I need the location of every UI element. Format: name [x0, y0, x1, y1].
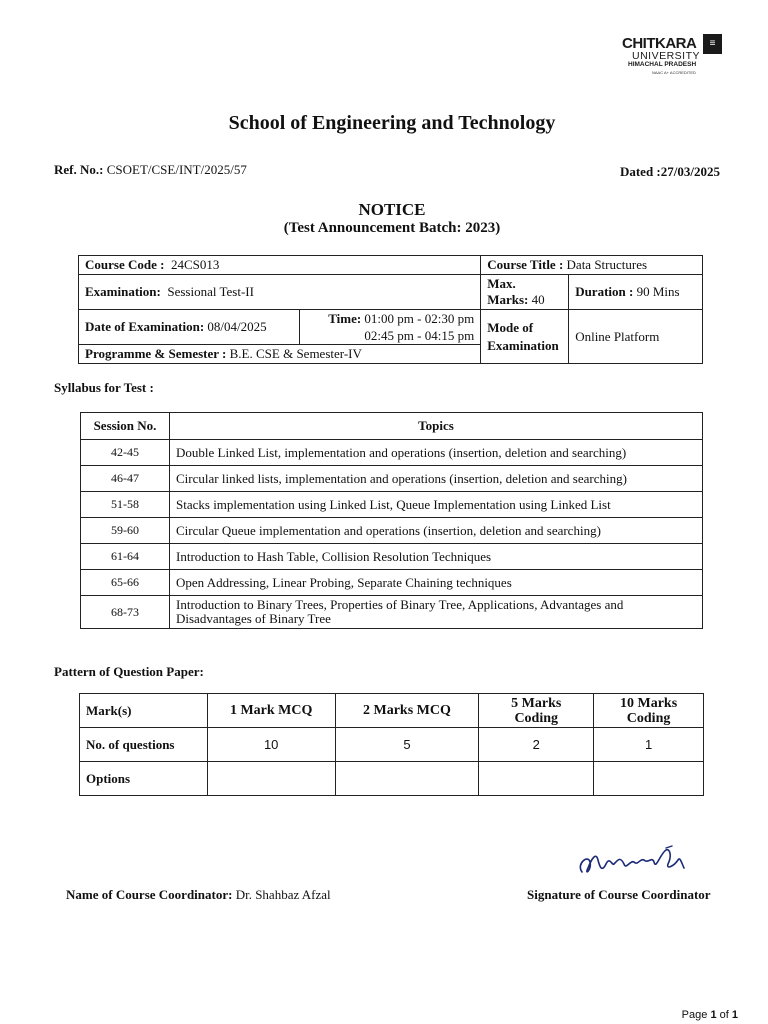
max-marks-cell — [481, 275, 569, 310]
course-code-cell — [79, 256, 481, 275]
mode-value-cell — [569, 310, 703, 364]
topic: Circular Queue implementation and operations (insertion, deletion and searching) — [170, 518, 703, 544]
table-row — [80, 762, 704, 796]
notice-date: Dated :27/03/2025 — [619, 164, 720, 179]
course-code-label: Course Code : — [85, 257, 165, 272]
topic: Stacks implementation using Linked List, Queue Implementation using Linked List — [170, 492, 703, 518]
table-row — [81, 492, 703, 518]
ten-marks-coding-header — [594, 694, 704, 728]
questions-count: 5 — [335, 728, 479, 762]
options-cell — [335, 762, 479, 796]
options-row-label: Options — [80, 762, 208, 796]
questions-row-label: No. of questions — [80, 728, 208, 762]
page-current: 1 — [710, 1009, 717, 1021]
logo-accreditation: NAAC A+ ACCREDITED — [652, 70, 696, 75]
options-cell — [594, 762, 704, 796]
session-number: 59-60 — [81, 518, 170, 544]
table-row — [81, 544, 703, 570]
session-number: 46-47 — [81, 466, 170, 492]
session-number: 42-45 — [81, 440, 170, 466]
exam-mode: Online Platform — [575, 328, 660, 344]
exam-info-table — [78, 255, 703, 364]
mode-label-1: Mode of — [487, 319, 534, 335]
questions-count: 10 — [207, 728, 335, 762]
duration-label: Duration : — [575, 284, 634, 299]
table-row — [81, 440, 703, 466]
session-number: 68-73 — [81, 596, 170, 629]
five-marks-coding-label: Coding — [514, 710, 559, 726]
duration-cell — [569, 275, 703, 310]
coordinator-value: Dr. Shahbaz Afzal — [235, 887, 331, 902]
table-row — [80, 728, 704, 762]
marks-header: Mark(s) — [80, 694, 208, 728]
programme-label: Programme & Semester : — [85, 346, 227, 361]
examination-name: Sessional Test-II — [167, 284, 254, 299]
examination-label: Examination: — [85, 284, 161, 299]
topic: Double Linked List, implementation and operations (insertion, deletion and searching) — [170, 440, 703, 466]
session-number: 61-64 — [81, 544, 170, 570]
course-title: Data Structures — [566, 257, 648, 272]
page-total: 1 — [731, 1009, 738, 1021]
exam-time-label: Time: — [328, 311, 362, 326]
exam-time-2: 02:45 pm - 04:15 pm — [364, 328, 475, 343]
notice-title: NOTICE — [358, 200, 426, 219]
university-logo — [612, 32, 724, 88]
mode-label-cell — [481, 310, 569, 364]
coordinator-label: Name of Course Coordinator: — [66, 887, 233, 902]
logo-name: CHITKARA — [622, 35, 697, 52]
two-marks-mcq-header: 2 Marks MCQ — [335, 694, 479, 728]
programme: B.E. CSE & Semester-IV — [229, 346, 362, 361]
one-mark-mcq-header: 1 Mark MCQ — [207, 694, 335, 728]
ref-value: CSOET/CSE/INT/2025/57 — [106, 162, 247, 177]
question-pattern-table — [79, 693, 704, 796]
course-title-cell — [481, 256, 703, 275]
exam-date-label: Date of Examination: — [85, 319, 205, 334]
topic: Circular linked lists, implementation and operations (insertion, deletion and searching) — [170, 466, 703, 492]
syllabus-label: Syllabus for Test : — [54, 380, 154, 395]
questions-count: 2 — [479, 728, 594, 762]
topic: Open Addressing, Linear Probing, Separate Chaining techniques — [170, 570, 703, 596]
options-cell — [479, 762, 594, 796]
table-row — [81, 570, 703, 596]
logo-state: HIMACHAL PRADESH — [628, 61, 697, 68]
questions-count: 1 — [594, 728, 704, 762]
ten-marks-coding-label: Coding — [626, 710, 671, 726]
examination-cell — [79, 275, 481, 310]
mode-label-2: Examination — [487, 337, 559, 353]
reference-number — [54, 162, 247, 178]
page-of: of — [719, 1009, 729, 1021]
session-number: 51-58 — [81, 492, 170, 518]
max-marks-label-2: Marks: — [487, 292, 529, 307]
session-number: 65-66 — [81, 570, 170, 596]
table-row — [81, 466, 703, 492]
exam-date-cell — [79, 310, 300, 345]
logo-mark-icon: ≡ — [703, 34, 722, 54]
topic: Introduction to Hash Table, Collision Resolution Techniques — [170, 544, 703, 570]
options-cell — [207, 762, 335, 796]
signature-label: Signature of Course Coordinator — [527, 887, 711, 902]
table-row — [81, 518, 703, 544]
logo-university: UNIVERSITY — [632, 50, 701, 62]
ref-label: Ref. No.: — [54, 162, 104, 177]
coordinator-signature — [574, 842, 694, 882]
syllabus-table — [80, 412, 703, 629]
school-title: School of Engineering and Technology — [228, 112, 556, 134]
page-number — [682, 1009, 738, 1021]
max-marks-label-1: Max. — [487, 276, 516, 291]
max-marks: 40 — [531, 292, 545, 307]
topic: Introduction to Binary Trees, Properties of Binary Tree, Applications, Advantages and Disadvantages of Binary Tree — [170, 596, 703, 629]
course-code: 24CS013 — [170, 257, 220, 272]
course-title-label: Course Title : — [487, 257, 564, 272]
exam-date: 08/04/2025 — [207, 319, 267, 334]
coordinator-name — [66, 887, 331, 903]
page-prefix: Page — [681, 1009, 708, 1021]
notice-subtitle: (Test Announcement Batch: 2023) — [283, 220, 501, 236]
exam-time-1: 01:00 pm - 02:30 pm — [364, 311, 475, 326]
ten-marks-label: 10 Marks — [619, 695, 678, 711]
session-header: Session No. — [81, 413, 170, 440]
table-row — [81, 596, 703, 629]
topics-header: Topics — [170, 413, 703, 440]
programme-cell — [79, 345, 481, 364]
duration: 90 Mins — [636, 284, 680, 299]
pattern-label: Pattern of Question Paper: — [54, 664, 204, 679]
five-marks-label: 5 Marks — [511, 695, 562, 711]
exam-time-cell — [299, 310, 481, 345]
five-marks-coding-header — [479, 694, 594, 728]
